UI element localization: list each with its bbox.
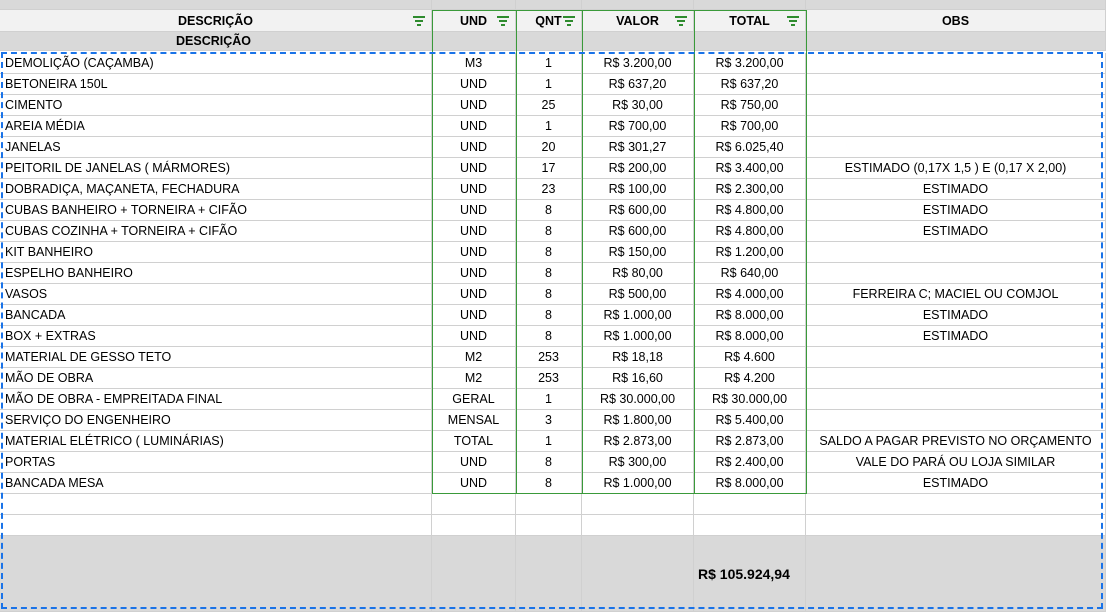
cell-qnt[interactable]: 1 [516,389,582,410]
table-row [0,137,1106,158]
cell[interactable] [694,32,806,51]
cell-und[interactable]: UND [432,179,516,200]
cell[interactable] [582,515,694,536]
cell-und[interactable]: UND [432,305,516,326]
cell-total[interactable]: R$ 4.800,00 [694,200,806,221]
cell-qnt[interactable]: 1 [516,431,582,452]
cell[interactable] [806,515,1106,536]
header-und-label: UND [459,13,488,28]
cell[interactable] [806,32,1106,51]
header-obs[interactable] [806,10,1106,32]
table-row [0,431,1106,452]
cell-descricao[interactable]: PORTAS [0,452,432,473]
cell-total[interactable]: R$ 4.800,00 [694,221,806,242]
cell-valor[interactable]: R$ 18,18 [582,347,694,368]
cell-descricao[interactable]: KIT BANHEIRO [0,242,432,263]
cell-qnt[interactable]: 3 [516,410,582,431]
cell-descricao[interactable]: MÃO DE OBRA - EMPREITADA FINAL [0,389,432,410]
cell-qnt[interactable]: 8 [516,221,582,242]
table-row [0,452,1106,473]
blank-row [0,515,1106,536]
cell-valor[interactable]: R$ 16,60 [582,368,694,389]
cell[interactable] [516,32,582,51]
cell-valor[interactable]: R$ 100,00 [582,179,694,200]
cell-descricao[interactable]: MÃO DE OBRA [0,368,432,389]
cell-valor[interactable]: R$ 301,27 [582,137,694,158]
cell-total[interactable]: R$ 637,20 [694,74,806,95]
header-valor[interactable] [582,10,694,32]
cell[interactable] [432,515,516,536]
cell-qnt[interactable]: 17 [516,158,582,179]
cell-descricao[interactable]: DEMOLIÇÃO (CAÇAMBA) [0,53,432,74]
cell-qnt[interactable]: 253 [516,368,582,389]
cell-qnt[interactable]: 1 [516,53,582,74]
table-row [0,326,1106,347]
table-row [0,95,1106,116]
cell[interactable] [516,494,582,515]
cell-und[interactable]: UND [432,284,516,305]
table-row [0,179,1106,200]
cell-valor[interactable]: R$ 2.873,00 [582,431,694,452]
cell-valor[interactable]: R$ 1.800,00 [582,410,694,431]
cell-obs[interactable] [806,410,1106,431]
cell-und[interactable]: UND [432,74,516,95]
cell-total[interactable]: R$ 2.873,00 [694,431,806,452]
cell[interactable] [694,515,806,536]
cell[interactable] [432,536,516,612]
cell[interactable] [582,0,694,10]
table-row [0,200,1106,221]
cell-valor[interactable]: R$ 80,00 [582,263,694,284]
cell-total[interactable]: R$ 4.000,00 [694,284,806,305]
cell-valor[interactable]: R$ 3.200,00 [582,53,694,74]
cell-valor[interactable]: R$ 1.000,00 [582,473,694,494]
cell-obs[interactable]: VALE DO PARÁ OU LOJA SIMILAR [806,452,1106,473]
cell-und[interactable]: UND [432,326,516,347]
cell-obs[interactable]: ESTIMADO [806,200,1106,221]
cell[interactable] [582,494,694,515]
cell-valor[interactable]: R$ 1.000,00 [582,305,694,326]
header-descricao-label: DESCRIÇÃO [177,13,253,28]
cell-total[interactable]: R$ 3.400,00 [694,158,806,179]
cell[interactable] [582,536,694,612]
cell-und[interactable]: M2 [432,368,516,389]
table-row [0,347,1106,368]
filter-icon[interactable] [675,16,687,26]
cell-total[interactable]: R$ 4.200 [694,368,806,389]
cell-und[interactable]: UND [432,221,516,242]
cell-und[interactable]: UND [432,116,516,137]
cell-total[interactable]: R$ 2.400,00 [694,452,806,473]
cell-und[interactable]: MENSAL [432,410,516,431]
header-und[interactable] [432,10,516,32]
header-obs-label: OBS [941,13,970,28]
cell-total[interactable]: R$ 8.000,00 [694,326,806,347]
cell-und[interactable]: M3 [432,53,516,74]
cell-obs[interactable]: SALDO A PAGAR PREVISTO NO ORÇAMENTO [806,431,1106,452]
cell-und[interactable]: UND [432,95,516,116]
cell-qnt[interactable]: 25 [516,95,582,116]
cell-total[interactable]: R$ 8.000,00 [694,305,806,326]
cell-descricao[interactable]: AREIA MÉDIA [0,116,432,137]
cell[interactable] [516,515,582,536]
cell[interactable] [516,0,582,10]
cell-descricao[interactable]: JANELAS [0,137,432,158]
cell-obs[interactable]: ESTIMADO [806,305,1106,326]
table-row [0,410,1106,431]
cell[interactable] [0,494,432,515]
cell[interactable] [694,494,806,515]
cell-und[interactable]: UND [432,137,516,158]
cell-qnt[interactable]: 8 [516,200,582,221]
cell-valor[interactable]: R$ 150,00 [582,242,694,263]
table-row [0,74,1106,95]
blank-row [0,494,1106,515]
table-row [0,263,1106,284]
cell[interactable] [0,536,432,612]
cell-descricao[interactable]: SERVIÇO DO ENGENHEIRO [0,410,432,431]
filter-icon[interactable] [413,16,425,26]
cell-valor[interactable]: R$ 500,00 [582,284,694,305]
cell-obs[interactable] [806,95,1106,116]
table-row [0,389,1106,410]
subheader-descricao[interactable]: DESCRIÇÃO [0,32,432,51]
cell-descricao[interactable]: CUBAS BANHEIRO + TORNEIRA + CIFÃO [0,200,432,221]
cell[interactable] [516,536,582,612]
cell[interactable] [432,0,516,10]
cell-obs[interactable] [806,347,1106,368]
cell-qnt[interactable]: 8 [516,263,582,284]
cell-obs[interactable] [806,116,1106,137]
cell-total[interactable]: R$ 30.000,00 [694,389,806,410]
cell-descricao[interactable]: CUBAS COZINHA + TORNEIRA + CIFÃO [0,221,432,242]
cell-valor[interactable]: R$ 1.000,00 [582,326,694,347]
cell-descricao[interactable]: MATERIAL ELÉTRICO ( LUMINÁRIAS) [0,431,432,452]
cell-descricao[interactable]: PEITORIL DE JANELAS ( MÁRMORES) [0,158,432,179]
cell-obs[interactable] [806,263,1106,284]
cell[interactable] [806,494,1106,515]
cell[interactable] [806,536,1106,612]
header-total-label: TOTAL [729,13,770,28]
cell-total[interactable]: R$ 640,00 [694,263,806,284]
cell[interactable] [432,32,516,51]
cell-und[interactable]: UND [432,473,516,494]
header-row [0,10,1106,32]
cell-obs[interactable]: ESTIMADO [806,473,1106,494]
cell-qnt[interactable]: 1 [516,116,582,137]
cell-obs[interactable]: ESTIMADO (0,17X 1,5 ) E (0,17 X 2,00) [806,158,1106,179]
cell-valor[interactable]: R$ 30.000,00 [582,389,694,410]
header-valor-label: VALOR [616,13,659,28]
cell-obs[interactable] [806,137,1106,158]
cell-und[interactable]: GERAL [432,389,516,410]
cell-und[interactable]: TOTAL [432,431,516,452]
cell[interactable] [0,0,432,10]
header-qnt-label: QNT [535,13,562,28]
cell-valor[interactable]: R$ 200,00 [582,158,694,179]
cell-obs[interactable]: ESTIMADO [806,221,1106,242]
cell-obs[interactable] [806,53,1106,74]
cell-valor[interactable]: R$ 637,20 [582,74,694,95]
cell-descricao[interactable]: VASOS [0,284,432,305]
filter-icon[interactable] [497,16,509,26]
table-row [0,368,1106,389]
cell-obs[interactable] [806,242,1106,263]
cell-descricao[interactable]: BOX + EXTRAS [0,326,432,347]
top-strip-row [0,0,1106,10]
cell[interactable] [694,0,806,10]
cell-valor[interactable]: R$ 600,00 [582,200,694,221]
cell-valor[interactable]: R$ 700,00 [582,116,694,137]
cell-qnt[interactable]: 20 [516,137,582,158]
cell-descricao[interactable]: ESPELHO BANHEIRO [0,263,432,284]
cell-descricao[interactable]: CIMENTO [0,95,432,116]
cell-und[interactable]: UND [432,452,516,473]
cell-qnt[interactable]: 8 [516,326,582,347]
cell-qnt[interactable]: 1 [516,74,582,95]
cell-qnt[interactable]: 8 [516,305,582,326]
cell-und[interactable]: UND [432,200,516,221]
cell-valor[interactable]: R$ 600,00 [582,221,694,242]
subheader-row [0,32,1106,51]
cell-total[interactable]: R$ 4.600 [694,347,806,368]
cell-total[interactable]: R$ 6.025,40 [694,137,806,158]
table-row [0,158,1106,179]
cell-total[interactable]: R$ 8.000,00 [694,473,806,494]
cell-und[interactable]: UND [432,158,516,179]
cell-total[interactable]: R$ 1.200,00 [694,242,806,263]
cell-total[interactable]: R$ 2.300,00 [694,179,806,200]
cell-obs[interactable] [806,389,1106,410]
filter-icon[interactable] [563,16,575,26]
cell-descricao[interactable]: BETONEIRA 150L [0,74,432,95]
cell-obs[interactable] [806,368,1106,389]
table-row [0,116,1106,137]
cell-qnt[interactable]: 253 [516,347,582,368]
table-row [0,53,1106,74]
cell[interactable] [432,494,516,515]
table-row [0,242,1106,263]
table-row [0,305,1106,326]
cell[interactable] [582,32,694,51]
cell-obs[interactable] [806,74,1106,95]
cell-und[interactable]: UND [432,263,516,284]
cell-qnt[interactable]: 8 [516,284,582,305]
cell-total[interactable]: R$ 750,00 [694,95,806,116]
cell[interactable] [0,515,432,536]
cell-descricao[interactable]: BANCADA [0,305,432,326]
cell-valor[interactable]: R$ 300,00 [582,452,694,473]
cell-und[interactable]: M2 [432,347,516,368]
cell-descricao[interactable]: MATERIAL DE GESSO TETO [0,347,432,368]
cell-qnt[interactable]: 8 [516,473,582,494]
table-row [0,284,1106,305]
cell-total[interactable]: R$ 5.400,00 [694,410,806,431]
cell-descricao[interactable]: BANCADA MESA [0,473,432,494]
cell-valor[interactable]: R$ 30,00 [582,95,694,116]
table-row [0,473,1106,494]
cell-total[interactable]: R$ 3.200,00 [694,53,806,74]
header-qnt[interactable] [516,10,582,32]
table-row [0,221,1106,242]
cell-obs[interactable]: FERREIRA C; MACIEL OU COMJOL [806,284,1106,305]
grand-total-row [0,536,1106,612]
cell-qnt[interactable]: 8 [516,452,582,473]
filter-icon[interactable] [787,16,799,26]
cell-obs[interactable]: ESTIMADO [806,179,1106,200]
cell-total[interactable]: R$ 700,00 [694,116,806,137]
cell-und[interactable]: UND [432,242,516,263]
cell-obs[interactable]: ESTIMADO [806,326,1106,347]
header-descricao[interactable] [0,10,432,32]
cell-qnt[interactable]: 8 [516,242,582,263]
header-total[interactable] [694,10,806,32]
grand-total-value[interactable]: R$ 105.924,94 [694,536,806,612]
cell-descricao[interactable]: DOBRADIÇA, MAÇANETA, FECHADURA [0,179,432,200]
cell-qnt[interactable]: 23 [516,179,582,200]
cell[interactable] [806,0,1106,10]
